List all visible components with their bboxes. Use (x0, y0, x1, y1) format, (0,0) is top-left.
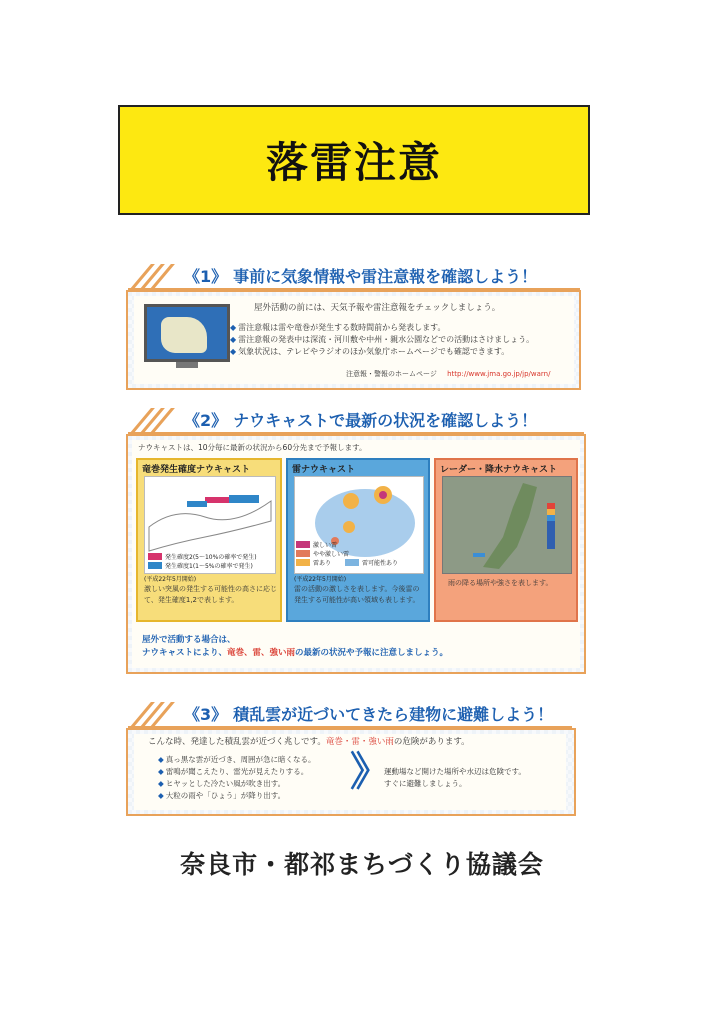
section2-header (128, 406, 537, 432)
card-title: 竜巻発生確度ナウキャスト (142, 465, 251, 475)
thunder-legend (296, 540, 398, 567)
page-title: 落雷注意 (265, 138, 442, 187)
advice-text: 運動場など開けた場所や水辺は危険です。 すぐに避難しましょう。 (384, 767, 526, 788)
section1-header (128, 262, 537, 288)
jma-link[interactable]: http://www.jma.go.jp/jp/warn/ (447, 370, 551, 378)
diamond-icon: ◆ (158, 779, 164, 788)
section2-note (142, 634, 448, 660)
radar-nowcast-card (434, 458, 578, 622)
card-date: (平成22年5月開始) (144, 576, 197, 583)
section2-panel (126, 434, 586, 674)
diamond-icon: ◆ (230, 335, 237, 344)
signs-list (158, 754, 358, 802)
legend-swatch (296, 550, 310, 557)
diamond-icon: ◆ (230, 347, 237, 356)
organization-name: 奈良市・都祁まちづくり協議会 (180, 850, 544, 879)
thunder-nowcast-card (286, 458, 430, 622)
diamond-icon: ◆ (158, 767, 164, 776)
legend-item: 雷可能性あり (345, 558, 398, 567)
section1-bullets (230, 322, 576, 358)
link-label: 注意報・警報のホームページ (346, 370, 437, 378)
legend-item: 発生確度1(1〜5%の確率で発生) (148, 561, 257, 570)
tornado-nowcast-card (136, 458, 282, 622)
card-title: 雷ナウキャスト (292, 465, 356, 475)
section3-header (128, 700, 553, 726)
section2-number: 《2》 (184, 410, 228, 430)
section3-heading: 積乱雲が近づいてきたら建物に避難しよう！ (233, 704, 554, 724)
legend-swatch (296, 559, 310, 566)
legend-swatch (148, 553, 162, 560)
section1-number: 《1》 (184, 266, 228, 286)
hazard-text: 竜巻、雷、強い雨 (227, 648, 296, 658)
radar-map (442, 476, 572, 574)
legend-swatch (148, 562, 162, 569)
title-banner (118, 105, 590, 215)
section2-intro: ナウキャストは、10分毎に最新の状況から60分先まで予報します。 (138, 443, 367, 452)
card-date: (平成22年5月開始) (294, 576, 347, 583)
card-title: レーダー・降水ナウキャスト (440, 465, 558, 475)
legend-item: 雷あり 雷可能性あり (296, 558, 398, 567)
legend-item: 発生確度2(5〜10%の確率で発生) (148, 552, 257, 561)
list-item: ◆ 真っ黒な雲が近づき、周囲が急に暗くなる。 (158, 755, 316, 764)
card-caption: 雨の降る場所や強さを表します。 (448, 579, 553, 587)
section1-link-row (346, 368, 550, 380)
section1-intro: 屋外活動の前には、天気予報や雷注意報をチェックしましょう。 (254, 303, 501, 313)
section1-panel (126, 290, 581, 390)
list-item: ◆ 雷鳴が聞こえたり、雷光が見えたりする。 (158, 767, 309, 776)
legend-swatch (345, 559, 359, 566)
bracket-icon: 》 (350, 749, 390, 795)
legend-item: やや激しい雷 (296, 549, 398, 558)
hazard-text: 竜巻・雷・強い雨 (325, 737, 394, 747)
diamond-icon: ◆ (158, 755, 164, 764)
tv-stand (176, 362, 198, 368)
stripe-decoration (128, 408, 176, 430)
section3-panel (126, 728, 576, 816)
list-item: ◆ 雷注意報の発表中は深流・河川敷や中州・親水公園などでの活動はさけましょう。 (230, 335, 535, 344)
list-item: ◆ ヒヤッとした冷たい風が吹き出す。 (158, 779, 286, 788)
card-caption: 雷の活動の激しさを表します。今後雷の発生する可能性が高い領域も表します。 (294, 585, 420, 604)
section3-number: 《3》 (184, 704, 228, 724)
list-item: ◆ 大粒の雨や「ひょう」が降り出す。 (158, 791, 286, 800)
stripe-decoration (128, 702, 176, 724)
legend-swatch (296, 541, 310, 548)
section2-heading: ナウキャストで最新の状況を確認しよう！ (233, 410, 538, 430)
note-line-1: 屋外で活動する場合は、 (142, 635, 236, 645)
section3-intro: こんな時、発達した積乱雲が近づく兆しです。竜巻・雷・強い雨の危険があります。 (148, 737, 470, 747)
diamond-icon: ◆ (158, 791, 164, 800)
legend-item: 激しい雷 (296, 540, 398, 549)
diamond-icon: ◆ (230, 323, 237, 332)
tv-icon (144, 304, 230, 362)
note-line-2: ナウキャストにより、竜巻、雷、強い雨の最新の状況や予報に注意しましょう。 (142, 648, 449, 658)
japan-map-icon (443, 477, 571, 573)
list-item: ◆ 雷注意報は雷や竜巻が発生する数時間前から発表します。 (230, 323, 446, 332)
tv-map-icon (161, 317, 207, 353)
section1-heading: 事前に気象情報や雷注意報を確認しよう！ (233, 266, 538, 286)
stripe-decoration (128, 264, 176, 286)
tornado-legend (148, 552, 257, 570)
card-caption: 激しい突風の発生する可能性の高さに応じて、発生確度1,2で表します。 (144, 585, 277, 604)
list-item: ◆ 気象状況は、テレビやラジオのほか気象庁ホームページでも確認できます。 (230, 347, 510, 356)
